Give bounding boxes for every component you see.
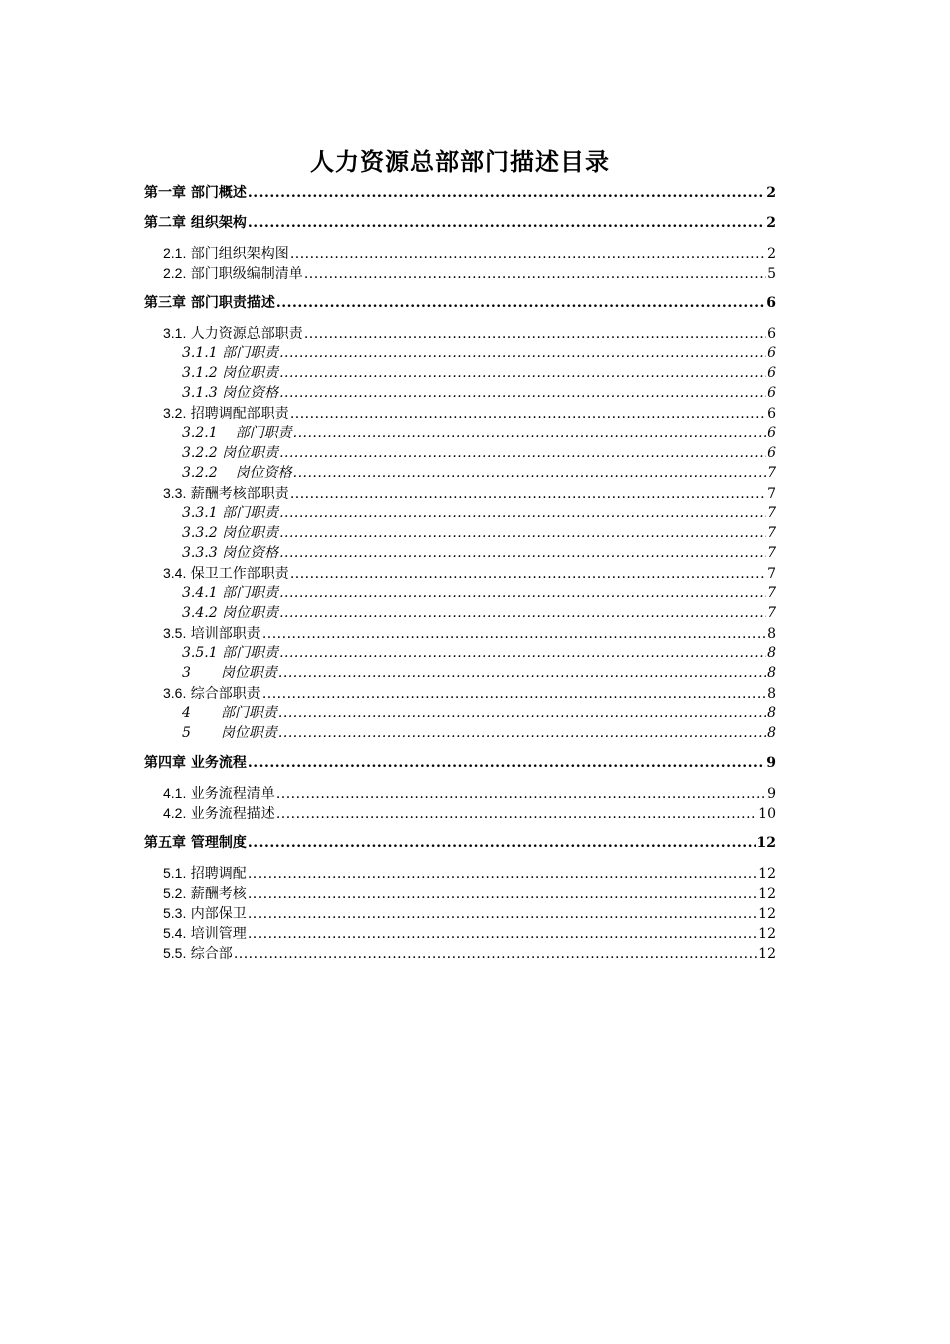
table-of-contents: [144, 183, 776, 963]
toc-chapter-entry[interactable]: [144, 833, 776, 853]
toc-subsection-entry[interactable]: [144, 523, 776, 543]
toc-dot-leader: [290, 244, 766, 264]
toc-dot-leader: [304, 264, 766, 284]
toc-entry-text: 部门职责: [217, 585, 279, 601]
toc-entry-label: [163, 483, 289, 504]
toc-entry-number: 3.3.: [163, 485, 187, 501]
toc-section-entry[interactable]: [144, 863, 776, 883]
toc-entry-number: 5.1.: [163, 865, 187, 881]
document-title: 人力资源总部部门描述目录: [310, 147, 610, 176]
toc-dot-leader: [279, 583, 766, 603]
toc-entry-label: [182, 423, 292, 443]
toc-page-number: 7: [767, 486, 776, 502]
toc-page-number: 8: [767, 645, 776, 661]
toc-page-number: 9: [767, 786, 776, 802]
toc-entry-text: 岗位职责: [220, 725, 277, 741]
toc-page-number: 7: [767, 545, 776, 561]
toc-page-number: 12: [758, 926, 776, 942]
toc-page-number: 10: [758, 806, 776, 822]
toc-entry-number: 3.4.2: [182, 605, 218, 621]
toc-entry-label: [163, 243, 289, 264]
toc-page-number: 8: [767, 686, 776, 702]
toc-entry-text: 招聘调配部职责: [186, 406, 289, 422]
toc-dot-leader: [248, 864, 757, 884]
toc-entry-text: 第五章 管理制度: [144, 835, 247, 851]
toc-section-entry[interactable]: [144, 903, 776, 923]
toc-entry-label: [182, 503, 278, 523]
toc-chapter-entry[interactable]: [144, 293, 776, 313]
toc-page-number: 12: [758, 866, 776, 882]
toc-chapter-entry[interactable]: [144, 213, 776, 233]
toc-dot-leader: [279, 603, 766, 623]
toc-entry-text: 第一章 部门概述: [144, 185, 247, 201]
toc-section-entry[interactable]: [144, 563, 776, 583]
toc-subsection-entry[interactable]: [144, 583, 776, 603]
toc-entry-text: 薪酬考核部职责: [186, 486, 289, 502]
toc-entry-label: [144, 753, 247, 773]
toc-entry-text: 业务流程清单: [186, 786, 275, 802]
toc-entry-text: 部门职责: [217, 645, 279, 661]
toc-entry-text: 岗位职责: [217, 445, 279, 461]
toc-page-number: 5: [767, 266, 776, 282]
toc-entry-label: [163, 623, 261, 644]
toc-page-number: 8: [767, 705, 776, 721]
toc-subsection-entry[interactable]: [144, 663, 776, 683]
toc-dot-leader: [248, 884, 757, 904]
toc-entry-number: 3.3.2: [182, 525, 218, 541]
toc-dot-leader: [293, 423, 766, 443]
toc-dot-leader: [234, 944, 757, 964]
toc-entry-number: 3: [182, 665, 191, 681]
toc-page-number: 8: [767, 626, 776, 642]
toc-section-entry[interactable]: [144, 623, 776, 643]
toc-entry-number: 3.2.2: [182, 465, 218, 481]
toc-section-entry[interactable]: [144, 943, 776, 963]
toc-entry-number: 2.1.: [163, 245, 187, 261]
toc-entry-text: 岗位职责: [220, 665, 277, 681]
toc-entry-label: [163, 563, 289, 584]
toc-dot-leader: [279, 543, 766, 563]
toc-entry-label: [163, 883, 247, 904]
toc-page-number: 6: [767, 406, 776, 422]
toc-entry-label: [182, 443, 278, 463]
toc-section-entry[interactable]: [144, 783, 776, 803]
toc-entry-number: 4.2.: [163, 805, 187, 821]
toc-entry-label: [144, 293, 275, 313]
toc-section-entry[interactable]: [144, 683, 776, 703]
toc-section-entry[interactable]: [144, 883, 776, 903]
toc-entry-label: [163, 943, 233, 964]
toc-entry-label: [182, 723, 277, 743]
toc-subsection-entry[interactable]: [144, 723, 776, 743]
toc-entry-label: [182, 663, 277, 683]
toc-section-entry[interactable]: [144, 803, 776, 823]
toc-dot-leader: [276, 804, 757, 824]
toc-entry-number: 3.2.1: [182, 425, 218, 441]
toc-subsection-entry[interactable]: [144, 363, 776, 383]
toc-entry-text: 薪酬考核: [186, 886, 247, 902]
toc-subsection-entry[interactable]: [144, 543, 776, 563]
toc-page-number: 6: [767, 326, 776, 342]
toc-dot-leader: [290, 404, 766, 424]
toc-entry-text: 部门职责: [217, 345, 279, 361]
toc-page-number: 8: [767, 725, 776, 741]
toc-section-entry[interactable]: [144, 263, 776, 283]
toc-page-number: 8: [767, 665, 776, 681]
toc-page-number: 7: [767, 566, 776, 582]
toc-dot-leader: [278, 703, 766, 723]
toc-entry-number: 3.5.: [163, 625, 187, 641]
toc-subsection-entry[interactable]: [144, 383, 776, 403]
toc-entry-number: 5.4.: [163, 925, 187, 941]
toc-entry-label: [163, 863, 247, 884]
toc-subsection-entry[interactable]: [144, 643, 776, 663]
toc-dot-leader: [290, 484, 766, 504]
toc-dot-leader: [262, 684, 766, 704]
toc-page-number: 2: [767, 246, 776, 262]
toc-entry-text: 岗位职责: [217, 365, 279, 381]
toc-entry-text: 综合部: [186, 946, 233, 962]
toc-page-number: 12: [758, 906, 776, 922]
toc-entry-text: 部门职级编制清单: [186, 266, 303, 282]
toc-entry-label: [182, 463, 292, 483]
toc-dot-leader: [248, 924, 757, 944]
toc-entry-label: [163, 403, 289, 424]
toc-subsection-entry[interactable]: [144, 343, 776, 363]
toc-entry-number: 3.3.3: [182, 545, 218, 561]
toc-dot-leader: [304, 324, 766, 344]
toc-page-number: 7: [767, 605, 776, 621]
toc-entry-number: 5.2.: [163, 885, 187, 901]
toc-page-number: 6: [767, 365, 776, 381]
toc-entry-label: [163, 263, 303, 284]
toc-entry-text: 人力资源总部职责: [186, 326, 303, 342]
toc-dot-leader: [279, 383, 766, 403]
toc-entry-number: 3.2.2: [182, 445, 218, 461]
toc-page-number: 12: [756, 835, 776, 851]
toc-entry-text: 第四章 业务流程: [144, 755, 247, 771]
toc-entry-text: 招聘调配: [186, 866, 247, 882]
toc-entry-number: 3.5.1: [182, 645, 218, 661]
toc-entry-label: [182, 603, 278, 623]
toc-entry-label: [144, 833, 247, 853]
toc-dot-leader: [248, 833, 756, 853]
toc-dot-leader: [279, 363, 766, 383]
toc-page-number: 2: [766, 185, 776, 201]
toc-chapter-entry[interactable]: [144, 753, 776, 773]
toc-entry-number: 3.4.: [163, 565, 187, 581]
toc-section-entry[interactable]: [144, 243, 776, 263]
toc-entry-label: [182, 703, 277, 723]
toc-entry-label: [163, 323, 303, 344]
toc-page-number: 6: [767, 345, 776, 361]
toc-section-entry[interactable]: [144, 323, 776, 343]
toc-entry-label: [182, 343, 278, 363]
toc-section-entry[interactable]: [144, 483, 776, 503]
toc-dot-leader: [290, 564, 766, 584]
toc-entry-text: 第二章 组织架构: [144, 215, 247, 231]
toc-entry-number: 3.1.2: [182, 365, 218, 381]
toc-page-number: 6: [767, 425, 776, 441]
toc-dot-leader: [248, 183, 765, 203]
toc-dot-leader: [248, 753, 765, 773]
toc-entry-text: 岗位职责: [217, 605, 279, 621]
toc-page-number: 6: [766, 295, 776, 311]
toc-entry-text: 部门职责: [235, 425, 292, 441]
toc-subsection-entry[interactable]: [144, 443, 776, 463]
toc-entry-text: 培训部职责: [186, 626, 261, 642]
toc-entry-number: 5.5.: [163, 945, 187, 961]
toc-entry-label: [163, 923, 247, 944]
toc-page-number: 6: [767, 445, 776, 461]
toc-dot-leader: [279, 343, 766, 363]
toc-entry-number: 4: [182, 705, 191, 721]
toc-dot-leader: [279, 443, 766, 463]
toc-page-number: 7: [767, 585, 776, 601]
toc-entry-text: 岗位资格: [217, 385, 279, 401]
toc-entry-number: 4.1.: [163, 785, 187, 801]
toc-subsection-entry[interactable]: [144, 503, 776, 523]
toc-entry-label: [163, 783, 275, 804]
toc-section-entry[interactable]: [144, 403, 776, 423]
toc-subsection-entry[interactable]: [144, 703, 776, 723]
toc-entry-text: 部门组织架构图: [186, 246, 289, 262]
toc-entry-label: [182, 523, 278, 543]
toc-chapter-entry[interactable]: [144, 183, 776, 203]
toc-entry-label: [163, 903, 247, 924]
toc-section-entry[interactable]: [144, 923, 776, 943]
toc-page-number: 9: [766, 755, 776, 771]
toc-entry-number: 5: [182, 725, 191, 741]
toc-entry-text: 综合部职责: [186, 686, 261, 702]
toc-entry-label: [182, 583, 278, 603]
toc-entry-number: 2.2.: [163, 265, 187, 281]
toc-dot-leader: [279, 503, 766, 523]
toc-entry-number: 3.6.: [163, 685, 187, 701]
toc-entry-text: 岗位职责: [217, 525, 279, 541]
toc-dot-leader: [278, 723, 766, 743]
toc-entry-number: 3.2.: [163, 405, 187, 421]
toc-entry-label: [163, 683, 261, 704]
toc-page-number: 7: [767, 465, 776, 481]
toc-entry-text: 保卫工作部职责: [186, 566, 289, 582]
toc-dot-leader: [276, 784, 766, 804]
toc-page-number: 7: [767, 525, 776, 541]
toc-page-number: 6: [767, 385, 776, 401]
toc-entry-text: 培训管理: [186, 926, 247, 942]
toc-entry-number: 3.1.1: [182, 345, 218, 361]
toc-entry-number: 5.3.: [163, 905, 187, 921]
toc-entry-text: 岗位资格: [235, 465, 292, 481]
toc-entry-label: [182, 363, 278, 383]
toc-entry-text: 部门职责: [217, 505, 279, 521]
toc-entry-text: 岗位资格: [217, 545, 279, 561]
toc-page-number: 2: [766, 215, 776, 231]
toc-entry-text: 部门职责: [220, 705, 277, 721]
toc-entry-number: 3.1.: [163, 325, 187, 341]
toc-entry-number: 3.3.1: [182, 505, 218, 521]
toc-entry-number: 3.4.1: [182, 585, 218, 601]
toc-dot-leader: [248, 213, 765, 233]
toc-dot-leader: [279, 523, 766, 543]
toc-dot-leader: [248, 904, 757, 924]
toc-entry-label: [182, 383, 278, 403]
toc-dot-leader: [262, 624, 766, 644]
toc-entry-text: 内部保卫: [186, 906, 247, 922]
toc-entry-label: [144, 183, 247, 203]
toc-dot-leader: [276, 293, 765, 313]
toc-page-number: 7: [767, 505, 776, 521]
toc-page-number: 12: [758, 946, 776, 962]
toc-subsection-entry[interactable]: [144, 423, 776, 443]
toc-subsection-entry[interactable]: [144, 603, 776, 623]
toc-entry-label: [144, 213, 247, 233]
toc-entry-number: 3.1.3: [182, 385, 218, 401]
toc-entry-text: 业务流程描述: [186, 806, 275, 822]
toc-dot-leader: [278, 663, 766, 683]
toc-dot-leader: [293, 463, 766, 483]
toc-entry-label: [182, 643, 278, 663]
toc-page-number: 12: [758, 886, 776, 902]
toc-entry-label: [163, 803, 275, 824]
toc-entry-text: 第三章 部门职责描述: [144, 295, 275, 311]
toc-dot-leader: [279, 643, 766, 663]
toc-subsection-entry[interactable]: [144, 463, 776, 483]
toc-entry-label: [182, 543, 278, 563]
